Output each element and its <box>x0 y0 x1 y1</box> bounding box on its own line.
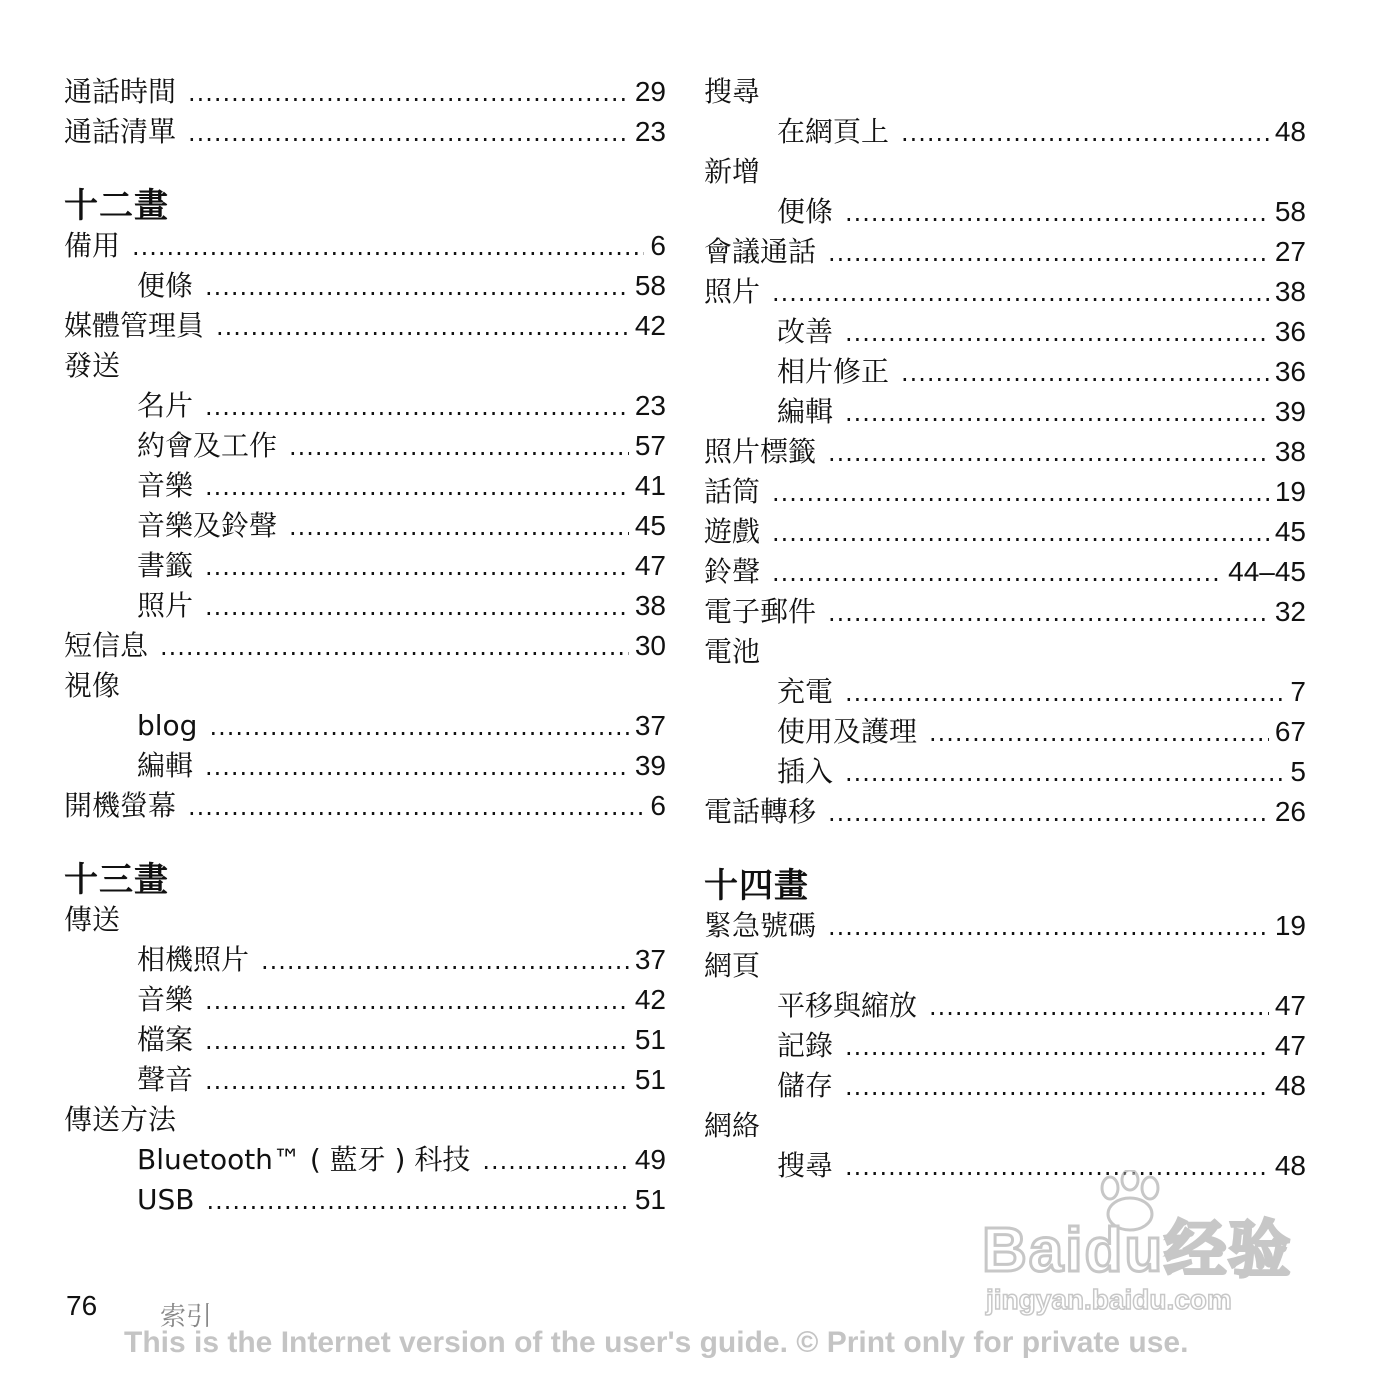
dot-leader <box>205 747 629 787</box>
entry-term: 備用 <box>64 229 121 262</box>
entry-term: 照片標籤 <box>704 435 817 468</box>
entry-page-number: 47 <box>1274 1030 1306 1061</box>
dot-leader <box>772 553 1222 593</box>
index-subentry <box>704 312 1306 352</box>
entry-page-number: 19 <box>1274 476 1306 507</box>
watermark-logo: Baidu经验 <box>982 1216 1293 1285</box>
index-entry <box>704 432 1306 472</box>
entry-term: 搜尋 <box>704 75 761 108</box>
index-entry <box>64 1100 666 1140</box>
dot-leader <box>772 273 1269 313</box>
index-entry <box>704 272 1306 312</box>
usage-notice: This is the Internet version of the user's guide. © Print only for private use. <box>124 1326 1189 1359</box>
entry-page-number: 51 <box>634 1064 666 1095</box>
dot-leader <box>828 907 1269 947</box>
entry-term: 名片 <box>137 389 194 422</box>
entry-term: 開機螢幕 <box>64 789 177 822</box>
entry-term: 遊戲 <box>704 515 761 548</box>
section-heading: 十四畫 <box>704 866 809 906</box>
dot-leader <box>828 593 1269 633</box>
index-entry <box>64 346 666 386</box>
index-entry <box>704 946 1306 986</box>
entry-page-number: 51 <box>634 1184 666 1215</box>
index-subentry <box>704 672 1306 712</box>
section-heading: 十二畫 <box>64 186 169 226</box>
index-subentry <box>64 940 666 980</box>
index-subentry <box>64 706 666 746</box>
dot-leader <box>929 987 1269 1027</box>
dot-leader <box>205 587 629 627</box>
dot-leader <box>901 113 1269 153</box>
entry-page-number: 32 <box>1274 596 1306 627</box>
index-entry <box>704 592 1306 632</box>
index-column-left <box>64 72 666 1220</box>
entry-term: 書籤 <box>137 549 194 582</box>
entry-page-number: 48 <box>1274 1070 1306 1101</box>
dot-leader <box>828 793 1269 833</box>
entry-term: 緊急號碼 <box>704 909 817 942</box>
entry-page-number: 39 <box>634 750 666 781</box>
entry-page-number: 42 <box>634 310 666 341</box>
index-entry <box>704 1106 1306 1146</box>
entry-term: 媒體管理員 <box>64 309 205 342</box>
dot-leader <box>828 233 1269 273</box>
index-entry <box>64 72 666 112</box>
index-entry <box>704 906 1306 946</box>
index-entry <box>64 666 666 706</box>
index-subentry <box>64 1060 666 1100</box>
index-subentry <box>704 1066 1306 1106</box>
index-subentry <box>704 112 1306 152</box>
index-subentry <box>704 986 1306 1026</box>
entry-page-number: 49 <box>634 1144 666 1175</box>
entry-term: 在網頁上 <box>777 115 890 148</box>
entry-page-number: 29 <box>634 76 666 107</box>
entry-term: 通話時間 <box>64 75 177 108</box>
entry-term: 使用及護理 <box>777 715 918 748</box>
index-entry <box>704 72 1306 112</box>
entry-term: 搜尋 <box>777 1149 834 1182</box>
index-subentry <box>704 752 1306 792</box>
index-entry <box>64 306 666 346</box>
entry-page-number: 37 <box>634 710 666 741</box>
entry-term: 編輯 <box>137 749 194 782</box>
dot-leader <box>205 387 629 427</box>
dot-leader <box>132 227 644 267</box>
index-entry <box>704 472 1306 512</box>
index-subentry <box>64 546 666 586</box>
watermark-url: jingyan.baidu.com <box>986 1284 1232 1315</box>
entry-page-number: 23 <box>634 116 666 147</box>
entry-term: 傳送方法 <box>64 1103 177 1136</box>
dot-leader <box>828 433 1269 473</box>
entry-page-number: 6 <box>650 230 666 261</box>
entry-term: 電池 <box>704 635 761 668</box>
entry-page-number: 57 <box>634 430 666 461</box>
entry-term: 相片修正 <box>777 355 890 388</box>
index-entry <box>64 626 666 666</box>
entry-page-number: 58 <box>1274 196 1306 227</box>
entry-term: 照片 <box>704 275 761 308</box>
baidu-watermark <box>982 1170 1302 1330</box>
entry-term: 相機照片 <box>137 943 250 976</box>
entry-term: 網絡 <box>704 1109 761 1142</box>
entry-term: 音樂及鈴聲 <box>137 509 278 542</box>
entry-term: 聲音 <box>137 1063 194 1096</box>
entry-page-number: 36 <box>1274 356 1306 387</box>
entry-term: 通話清單 <box>64 115 177 148</box>
entry-page-number: 58 <box>634 270 666 301</box>
index-entry <box>64 900 666 940</box>
entry-page-number: 45 <box>634 510 666 541</box>
entry-page-number: 45 <box>1274 516 1306 547</box>
entry-term: 新增 <box>704 155 761 188</box>
entry-page-number: 5 <box>1290 756 1306 787</box>
dot-leader <box>205 547 629 587</box>
entry-term: 便條 <box>137 269 194 302</box>
index-entry <box>64 112 666 152</box>
entry-term: 鈴聲 <box>704 555 761 588</box>
entry-term: 改善 <box>777 315 834 348</box>
index-subentry <box>64 426 666 466</box>
dot-leader <box>845 193 1269 233</box>
index-subentry <box>704 712 1306 752</box>
dot-leader <box>845 393 1269 433</box>
entry-term: 會議通話 <box>704 235 817 268</box>
index-entry <box>704 232 1306 272</box>
dot-leader <box>205 267 629 307</box>
dot-leader <box>188 73 629 113</box>
entry-term: 電子郵件 <box>704 595 817 628</box>
dot-leader <box>901 353 1269 393</box>
entry-page-number: 23 <box>634 390 666 421</box>
entry-term: 約會及工作 <box>137 429 278 462</box>
entry-page-number: 26 <box>1274 796 1306 827</box>
index-entry <box>704 152 1306 192</box>
index-subentry <box>704 192 1306 232</box>
index-subentry <box>704 392 1306 432</box>
dot-leader <box>205 1021 629 1061</box>
entry-page-number: 36 <box>1274 316 1306 347</box>
dot-leader <box>188 787 644 827</box>
entry-page-number: 48 <box>1274 1150 1306 1181</box>
entry-term: 平移與縮放 <box>777 989 918 1022</box>
entry-page-number: 38 <box>634 590 666 621</box>
index-subentry <box>64 746 666 786</box>
index-subentry <box>64 386 666 426</box>
dot-leader <box>929 713 1269 753</box>
index-entry <box>64 226 666 266</box>
entry-term: 檔案 <box>137 1023 194 1056</box>
entry-term: 照片 <box>137 589 194 622</box>
index-subentry <box>64 980 666 1020</box>
entry-page-number: 48 <box>1274 116 1306 147</box>
entry-page-number: 47 <box>634 550 666 581</box>
entry-term: 音樂 <box>137 983 194 1016</box>
index-entry <box>704 632 1306 672</box>
entry-page-number: 51 <box>634 1024 666 1055</box>
page-number: 76 <box>66 1290 98 1321</box>
dot-leader <box>205 1061 629 1101</box>
entry-page-number: 37 <box>634 944 666 975</box>
entry-page-number: 41 <box>634 470 666 501</box>
dot-leader <box>216 307 629 347</box>
dot-leader <box>482 1141 628 1181</box>
dot-leader <box>206 1181 628 1221</box>
index-subentry <box>64 506 666 546</box>
entry-term: 網頁 <box>704 949 761 982</box>
entry-page-number: 7 <box>1290 676 1306 707</box>
index-entry <box>704 512 1306 552</box>
entry-term: Bluetooth™ ( 藍牙 ) 科技 <box>137 1143 471 1176</box>
entry-term: 話筒 <box>704 475 761 508</box>
entry-term: 充電 <box>777 675 834 708</box>
index-subentry <box>704 352 1306 392</box>
entry-term: USB <box>137 1183 195 1216</box>
index-column-right <box>704 72 1306 1186</box>
dot-leader <box>772 473 1269 513</box>
index-subentry <box>64 586 666 626</box>
index-subentry <box>704 1026 1306 1066</box>
entry-page-number: 27 <box>1274 236 1306 267</box>
index-entry <box>704 552 1306 592</box>
entry-term: 記錄 <box>777 1029 834 1062</box>
entry-page-number: 44–45 <box>1228 556 1306 587</box>
dot-leader <box>205 467 629 507</box>
entry-page-number: 6 <box>650 790 666 821</box>
section-heading: 十三畫 <box>64 860 169 900</box>
dot-leader <box>845 1027 1269 1067</box>
dot-leader <box>289 427 629 467</box>
entry-page-number: 42 <box>634 984 666 1015</box>
entry-page-number: 67 <box>1274 716 1306 747</box>
dot-leader <box>209 707 628 747</box>
dot-leader <box>845 673 1284 713</box>
dot-leader <box>261 941 629 981</box>
entry-term: 編輯 <box>777 395 834 428</box>
entry-term: 電話轉移 <box>704 795 817 828</box>
entry-term: 便條 <box>777 195 834 228</box>
dot-leader <box>188 113 629 153</box>
entry-page-number: 30 <box>634 630 666 661</box>
entry-term: 短信息 <box>64 629 149 662</box>
entry-term: 音樂 <box>137 469 194 502</box>
index-subentry <box>64 1020 666 1060</box>
entry-term: blog <box>137 709 198 742</box>
index-subentry <box>64 466 666 506</box>
entry-page-number: 38 <box>1274 276 1306 307</box>
entry-page-number: 47 <box>1274 990 1306 1021</box>
index-subentry <box>64 266 666 306</box>
dot-leader <box>160 627 629 667</box>
dot-leader <box>845 1067 1269 1107</box>
entry-term: 儲存 <box>777 1069 834 1102</box>
entry-page-number: 39 <box>1274 396 1306 427</box>
index-subentry <box>64 1180 666 1220</box>
dot-leader <box>845 313 1269 353</box>
dot-leader <box>772 513 1269 553</box>
entry-page-number: 38 <box>1274 436 1306 467</box>
section-title: 索引 <box>160 1302 213 1332</box>
dot-leader <box>845 753 1284 793</box>
entry-term: 發送 <box>64 349 121 382</box>
index-subentry <box>64 1140 666 1180</box>
dot-leader <box>205 981 629 1021</box>
index-entry <box>704 792 1306 832</box>
entry-term: 插入 <box>777 755 834 788</box>
entry-term: 視像 <box>64 669 121 702</box>
dot-leader <box>289 507 629 547</box>
entry-page-number: 19 <box>1274 910 1306 941</box>
index-entry <box>64 786 666 826</box>
entry-term: 傳送 <box>64 903 121 936</box>
